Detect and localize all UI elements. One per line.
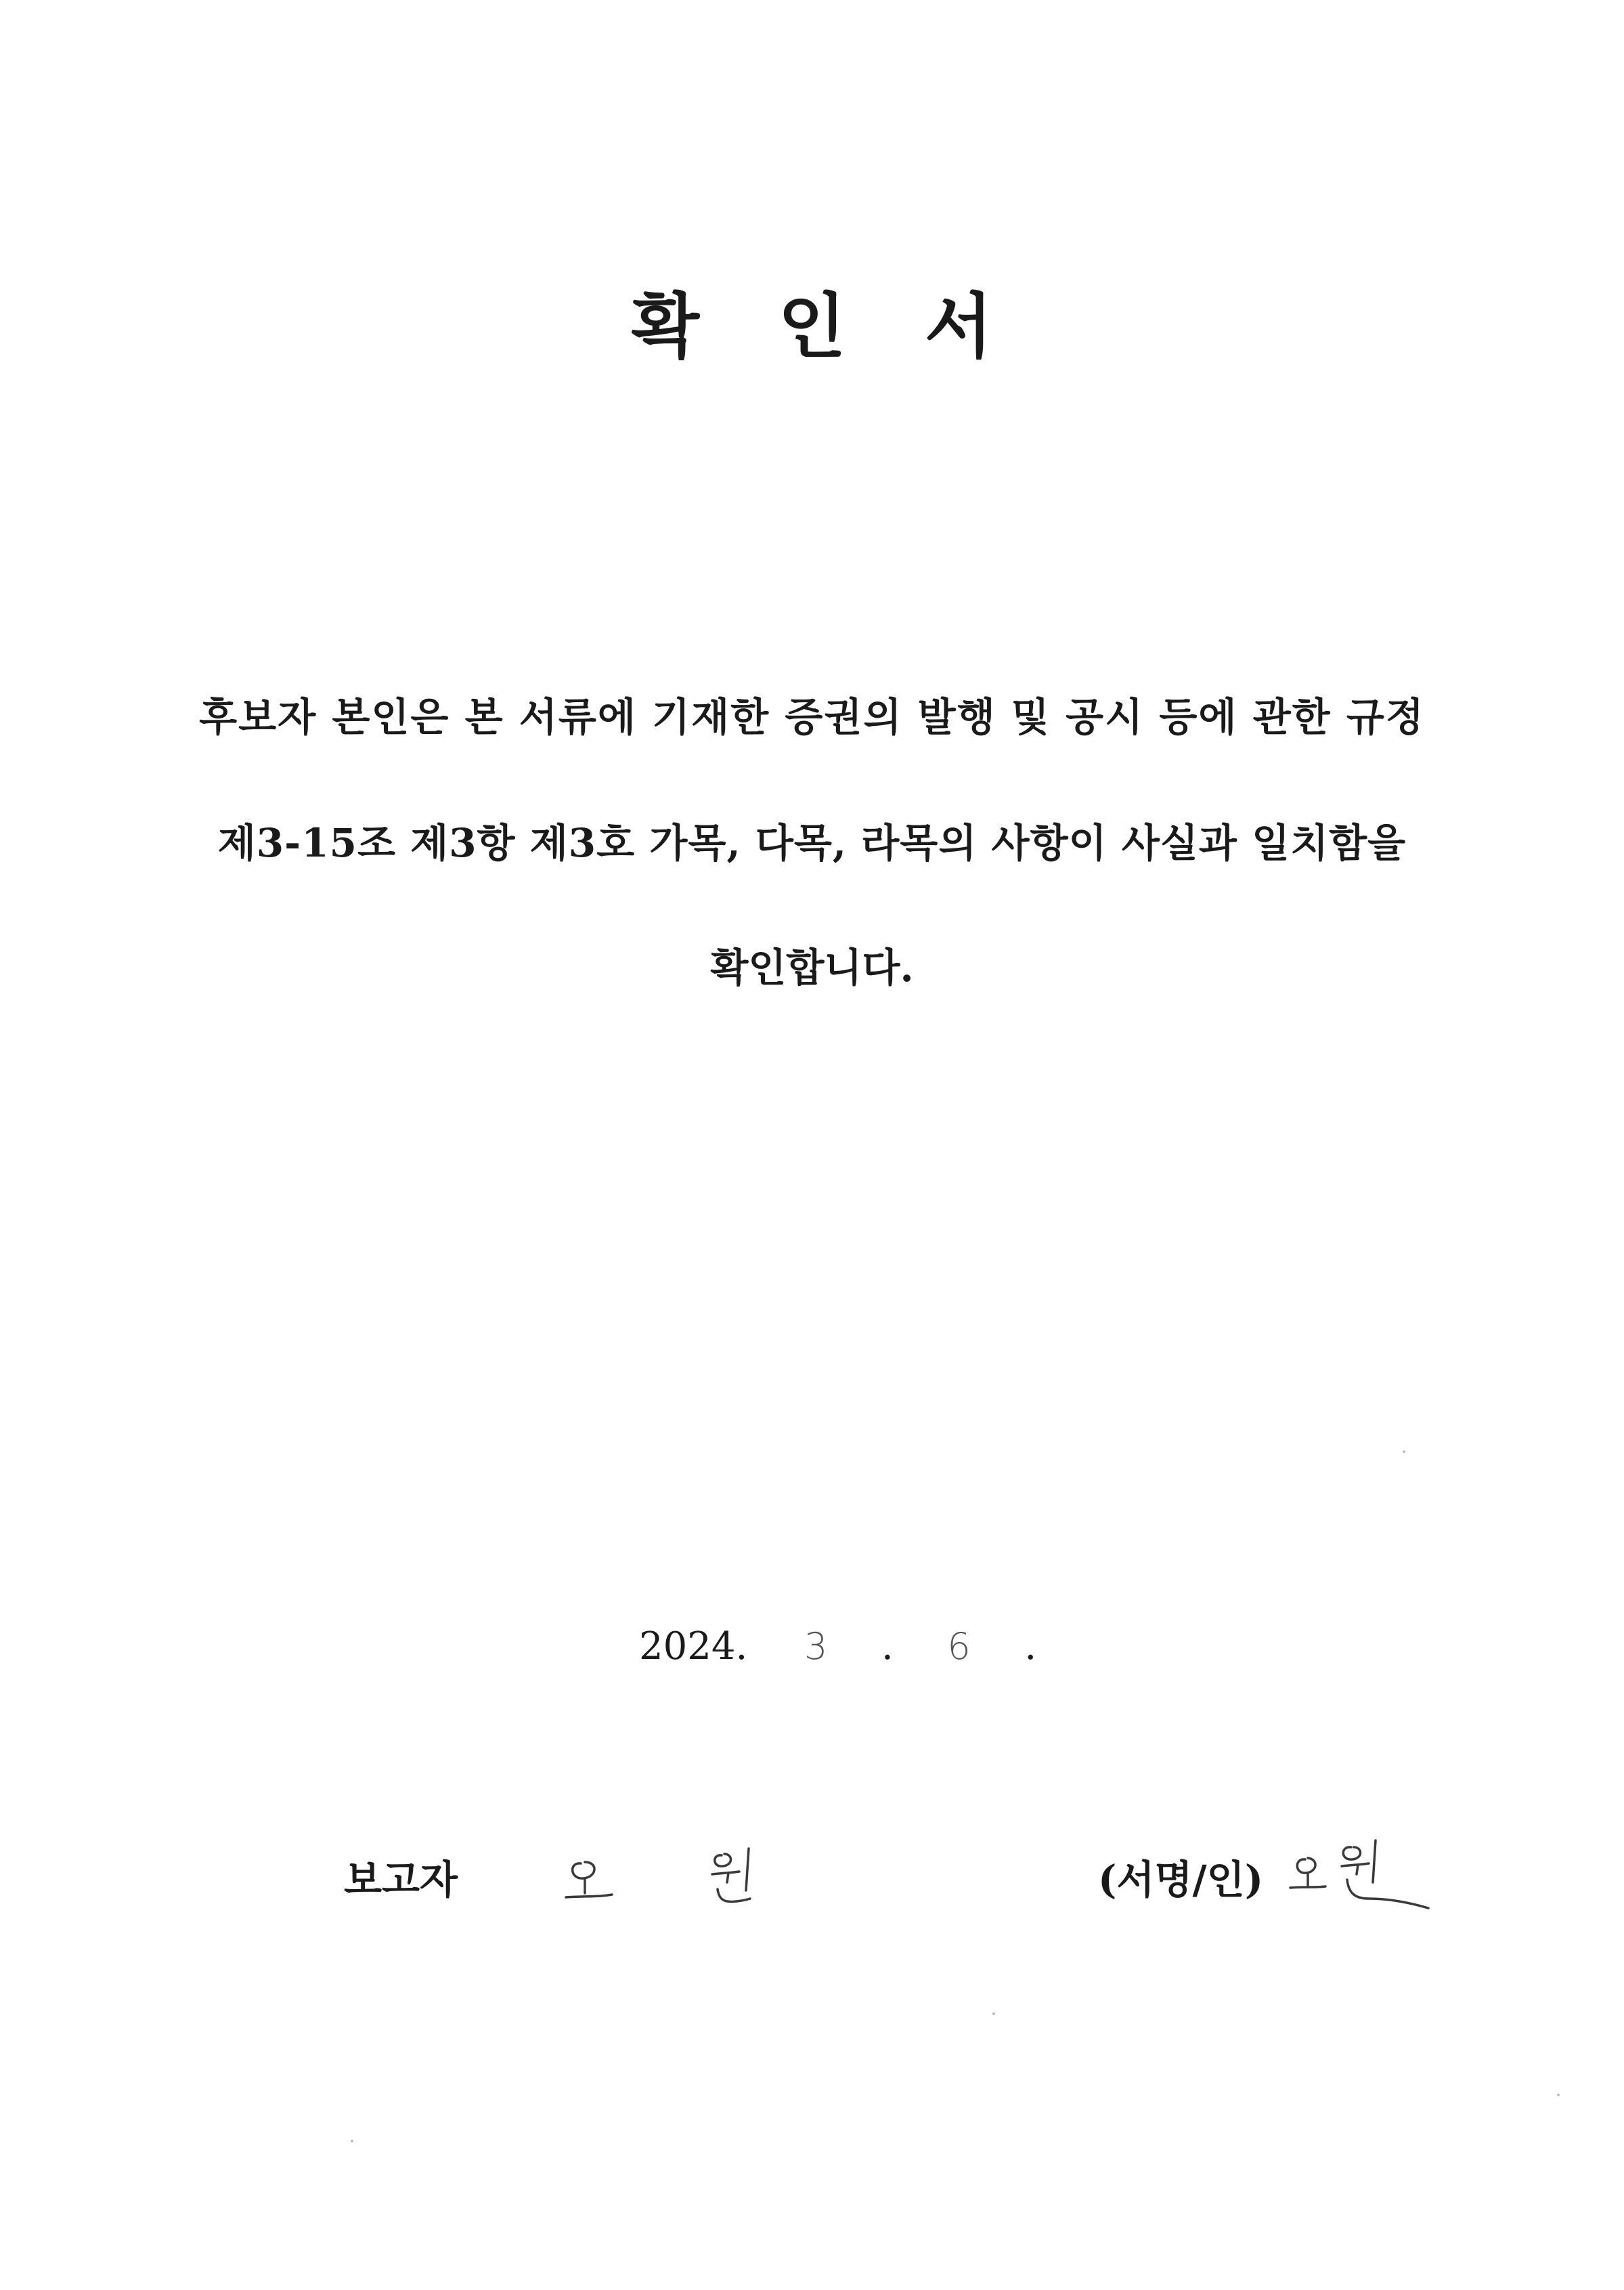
scan-speck [1557, 2094, 1560, 2096]
document-title: 확 인 서 [631, 284, 1020, 368]
signature-label: (서명/인) [1098, 1857, 1264, 1903]
body-line-3: 확인합니다. [710, 945, 914, 991]
signature-handwriting [1285, 1828, 1441, 1916]
body-line-2: 제3-15조 제3항 제3호 가목, 다목, 라목의 사항이 사실과 일치함을 [217, 820, 1407, 866]
scan-speck [351, 2140, 353, 2142]
date-month-handwritten: 3 [804, 1625, 828, 1668]
date-line [639, 1624, 1037, 1668]
scan-speck [1403, 1450, 1405, 1453]
reporter-name-handwriting [562, 1835, 785, 1916]
date-dot-1: . [881, 1624, 894, 1668]
date-dot-2: . [1024, 1624, 1037, 1668]
date-day-handwritten: 6 [947, 1625, 971, 1668]
reporter-label: 보고자 [344, 1857, 458, 1903]
body-line-1: 후보자 본인은 본 서류에 기재한 증권의 발행 및 공시 등에 관한 규정 [199, 694, 1425, 740]
scan-speck [992, 2012, 995, 2015]
date-year: 2024. [639, 1624, 748, 1668]
